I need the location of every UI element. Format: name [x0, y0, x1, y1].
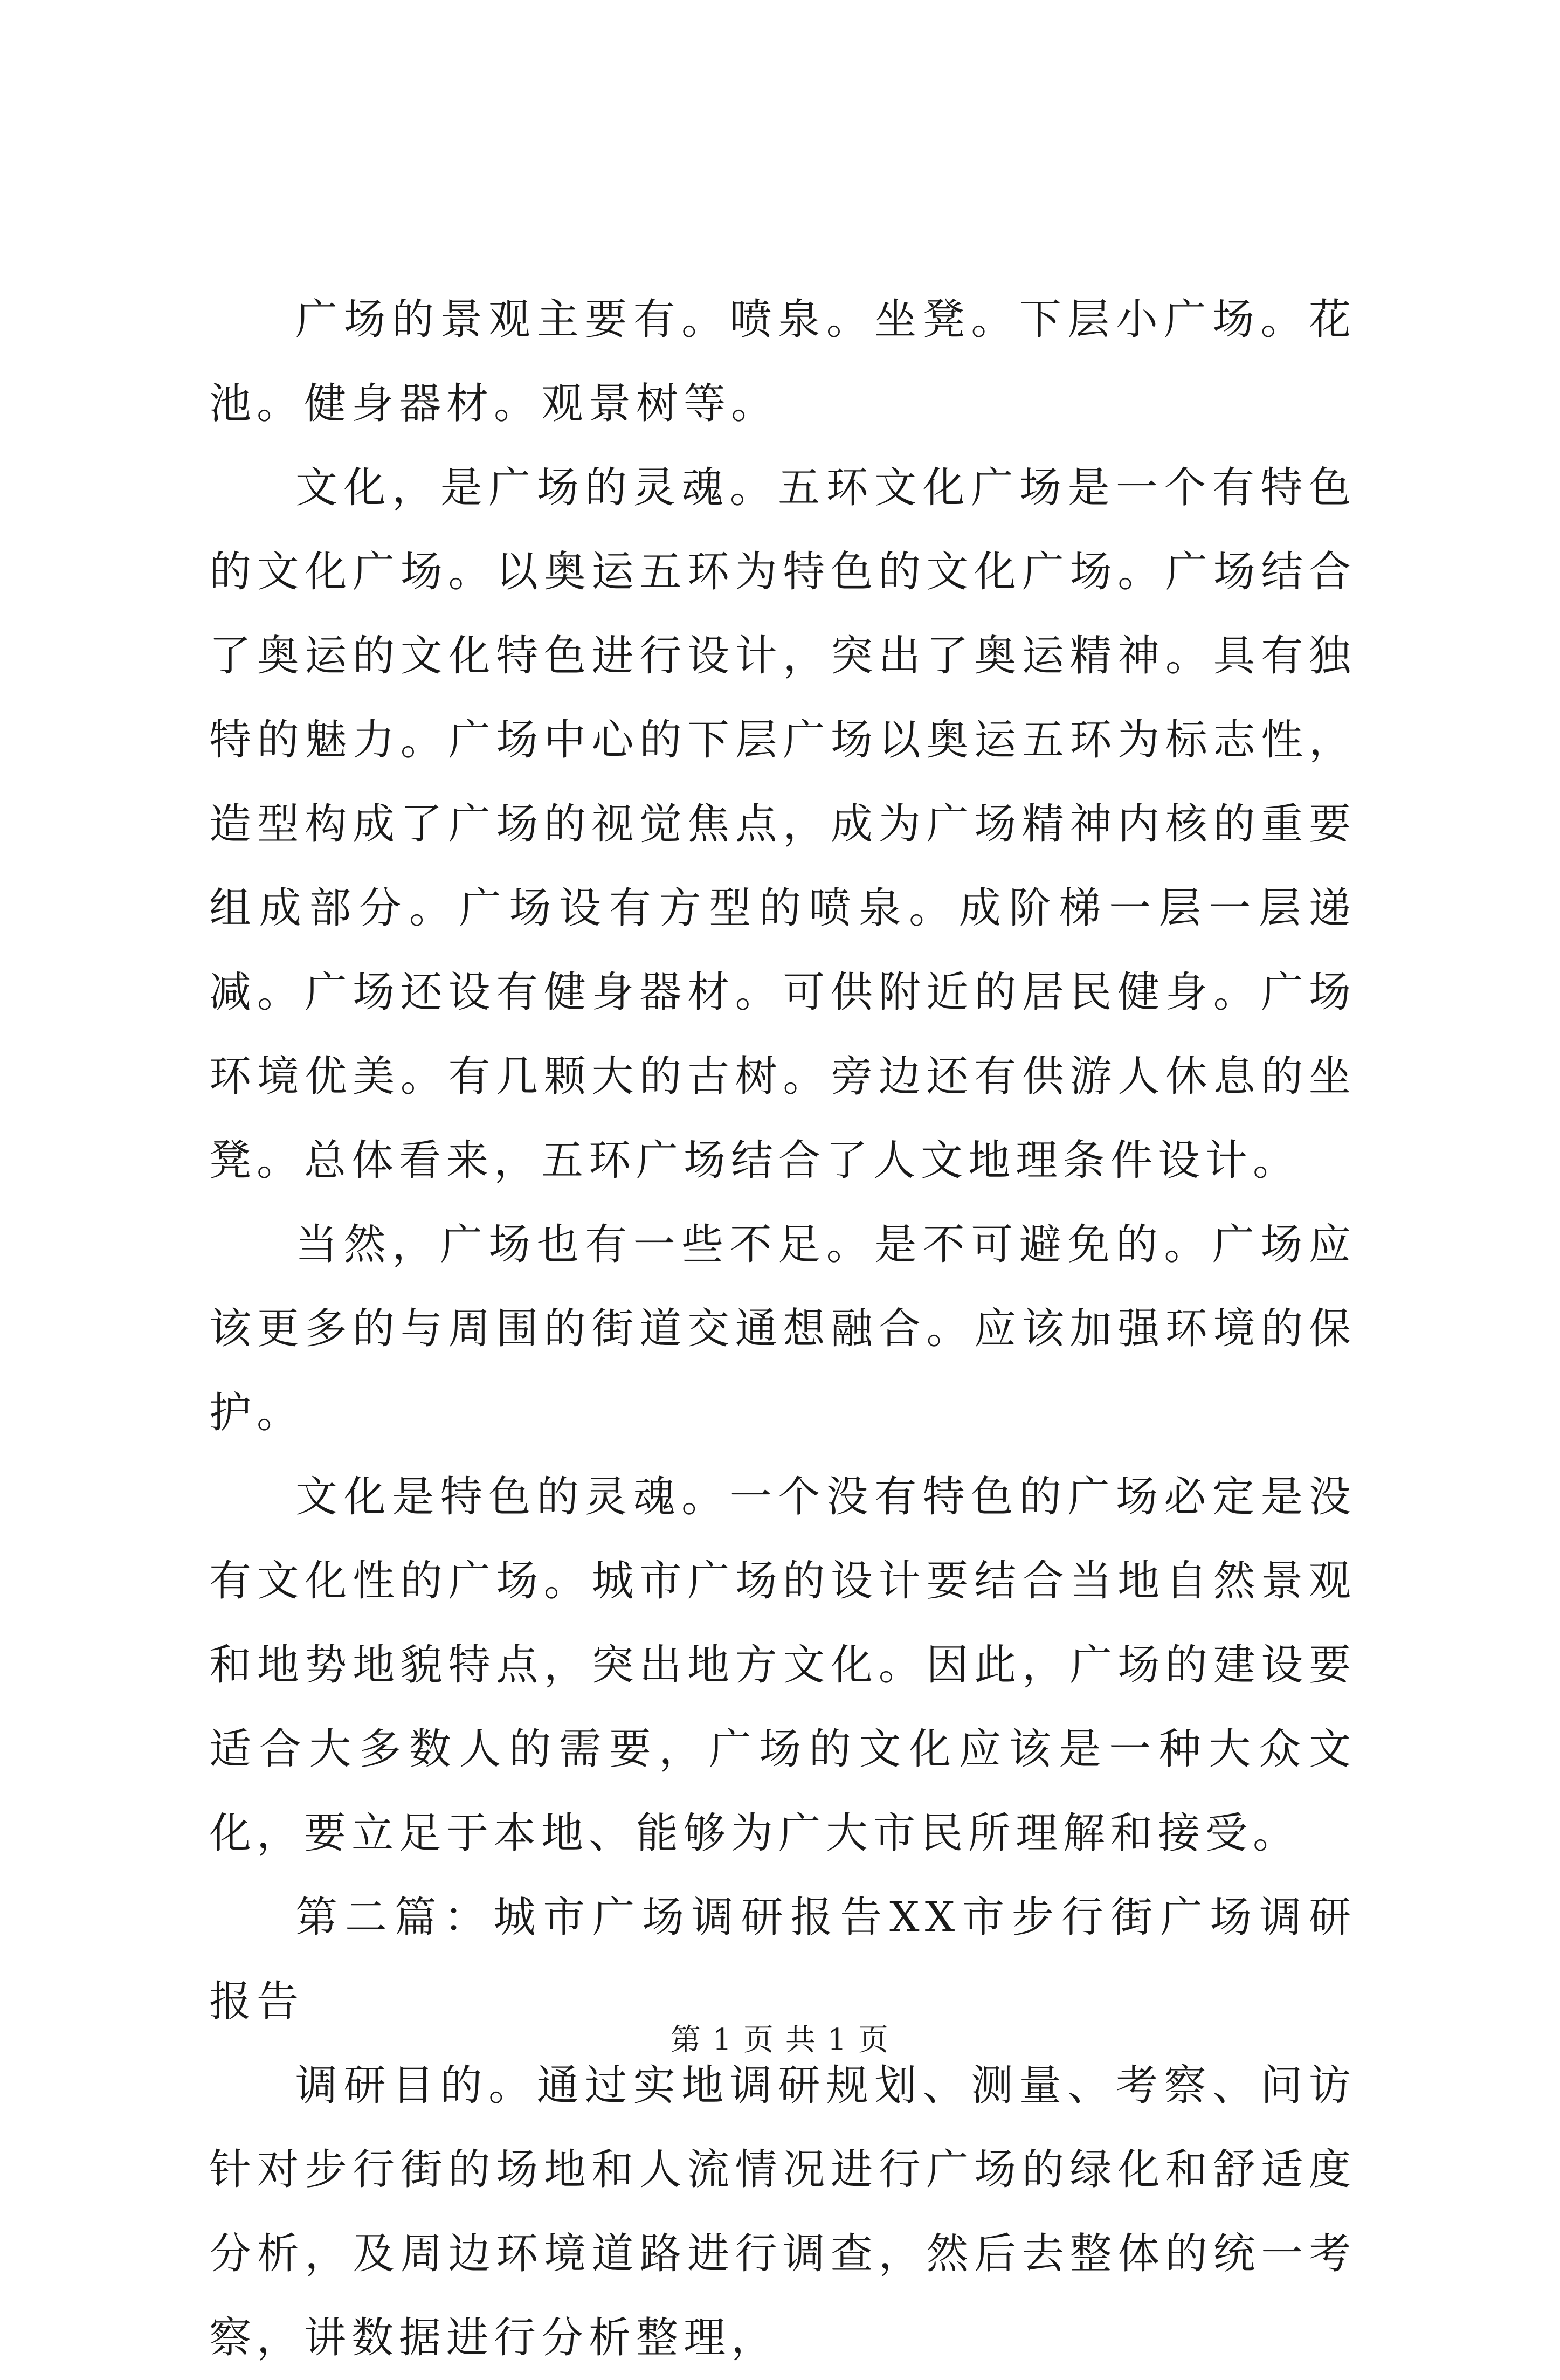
paragraph-shortcomings: 当然，广场也有一些不足。是不可避免的。广场应该更多的与周围的街道交通想融合。应该加强环境的保护。	[209, 1220, 1356, 1437]
paragraph-landscape: 广场的景观主要有。喷泉。坐凳。下层小广场。花池。健身器材。观景树等。	[209, 295, 1356, 428]
page-number-footer: 第 1 页 共 1 页	[670, 2023, 890, 2058]
paragraph-culture-soul: 文化，是广场的灵魂。五环文化广场是一个有特色的文化广场。以奥运五环为特色的文化广场。广场结合了奥运的文化特色进行设计，突出了奥运精神。具有独特的魅力。广场中心的下层广场以奥运五环为标志性，造型构成了广场的视觉焦点，成为广场精神内核的重要组成部分。广场设有方型的喷泉。成阶梯一层一层递减。广场还设有健身器材。可供附近的居民健身。广场环境优美。有几颗大的古树。旁边还有供游人休息的坐凳。总体看来，五环广场结合了人文地理条件设计。	[209, 464, 1356, 1185]
document-body	[209, 278, 1356, 2380]
section-heading-part-two: 第二篇：城市广场调研报告XX市步行街广场调研报告	[209, 1893, 1356, 2026]
paragraph-research-purpose: 调研目的。通过实地调研规划、测量、考察、问访针对步行街的场地和人流情况进行广场的绿化和舒适度分析，及周边环境道路进行调查，然后去整体的统一考察，讲数据进行分析整理，	[209, 2061, 1356, 2362]
paragraph-culture-feature: 文化是特色的灵魂。一个没有特色的广场必定是没有文化性的广场。城市广场的设计要结合当地自然景观和地势地貌特点，突出地方文化。因此，广场的建设要适合大多数人的需要，广场的文化应该是一种大众文化，要立足于本地、能够为广大市民所理解和接受。	[209, 1473, 1356, 1858]
